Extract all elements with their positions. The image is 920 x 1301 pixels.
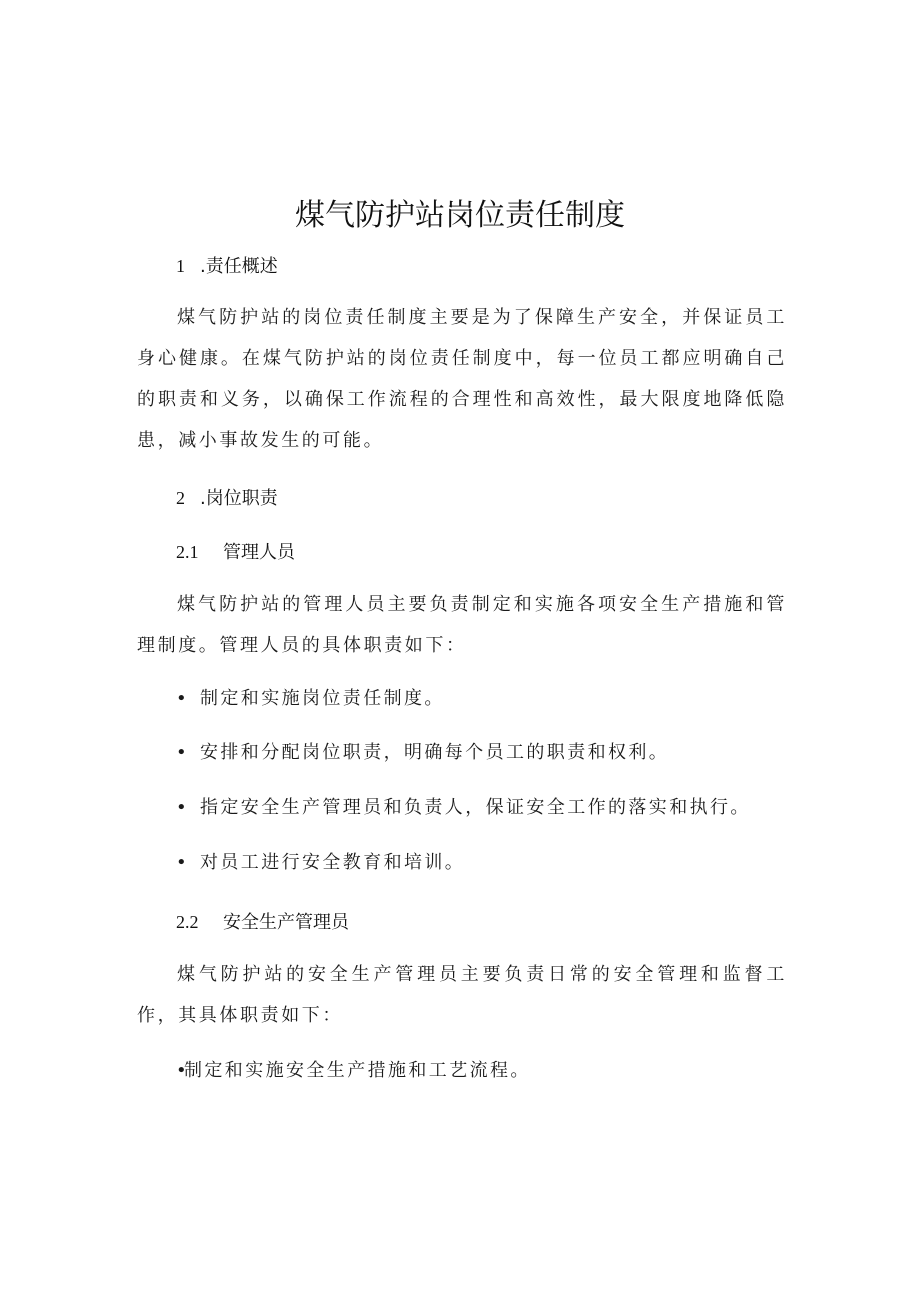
manager-paragraph: 煤气防护站的管理人员主要负责制定和实施各项安全生产措施和管理制度。管理人员的具体职责如下： [137, 594, 787, 656]
subsection-title: 管理人员 [223, 542, 295, 563]
list-item-text: 指定安全生产管理员和负责人，保证安全工作的落实和执行。 [200, 797, 751, 818]
section-number: 1 [176, 256, 185, 276]
safety-manager-paragraph: 煤气防护站的安全生产管理员主要负责日常的安全管理和监督工作，其具体职责如下： [137, 964, 787, 1026]
list-item [176, 795, 751, 821]
list-item [176, 1058, 531, 1084]
subsection-title: 安全生产管理员 [223, 912, 349, 933]
section-number: 2 [176, 488, 185, 508]
bullet-marker: • [176, 1060, 187, 1081]
overview-paragraph: 煤气防护站的岗位责任制度主要是为了保障生产安全，并保证员工身心健康。在煤气防护站的岗位责任制度中，每一位员工都应明确自己的职责和义务，以确保工作流程的合理性和高效性，最大限度地降低隐患，减小事故发生的可能。 [137, 307, 787, 451]
list-item-text: 安排和分配岗位职责，明确每个员工的职责和权利。 [200, 742, 670, 763]
section-title: .责任概述 [200, 256, 278, 277]
subsection-number: 2.2 [176, 912, 199, 932]
document-title: 煤气防护站岗位责任制度 [295, 198, 625, 233]
list-item-text: 制定和实施岗位责任制度。 [200, 688, 445, 709]
bullet-marker: • [176, 742, 187, 763]
list-item [176, 686, 445, 712]
section-title: .岗位职责 [200, 488, 278, 509]
list-item [176, 850, 465, 876]
subsection-heading-2-2 [176, 909, 349, 936]
list-item-text: 制定和实施安全生产措施和工艺流程。 [184, 1060, 531, 1081]
subsection-number: 2.1 [176, 542, 199, 562]
bullet-marker: • [176, 688, 187, 709]
section-heading-2 [176, 485, 278, 512]
section-heading-1 [176, 253, 278, 280]
list-item-text: 对员工进行安全教育和培训。 [200, 852, 466, 873]
bullet-marker: • [176, 852, 187, 873]
bullet-marker: • [176, 797, 187, 818]
list-item [176, 740, 669, 766]
subsection-heading-2-1 [176, 539, 295, 566]
